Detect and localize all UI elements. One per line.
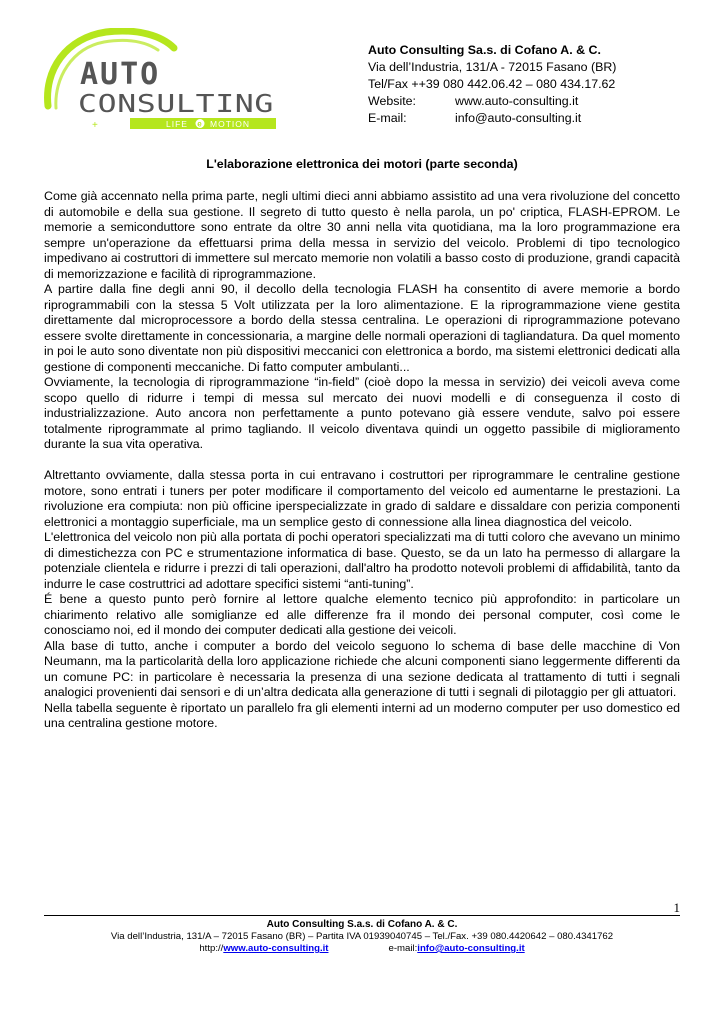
footer-email-prefix: e-mail: — [388, 943, 418, 954]
logo-tagline-right: MOTION — [210, 119, 250, 129]
website-value[interactable]: www.auto-consulting.it — [455, 94, 579, 108]
website-label: Website: — [368, 94, 416, 108]
body-paragraph: É bene a questo punto però fornire al lettore qualche elemento tecnico più approfondito: in particolare un chiarimento relativo alle somiglianze ed alle differenze fra il mondo dei personal computer, così come le conosciamo noi, ed il mondo dei computer dedicati alla gestione dei veicoli. — [44, 592, 680, 637]
company-email-row — [368, 110, 616, 127]
page-number: 1 — [673, 900, 680, 915]
footer-address: Via dell’Industria, 131/A – 72015 Fasano (BR) – Partita IVA 01939040745 – Tel./Fax. +39 080.4420642 – 080.4341762 — [110, 931, 614, 942]
footer-links — [0, 943, 724, 955]
body-paragraph: Nella tabella seguente è riportato un parallelo fra gli elementi interni ad un moderno computer per uso domestico ed una centralina gestione motore. — [44, 700, 680, 730]
body-paragraph: Come già accennato nella prima parte, negli ultimi dieci anni abbiamo assistito ad una vera rivoluzione del concetto di automobile e della sua gestione. Il segreto di tutto questo è nella parola, un po' criptica, FLASH-EPROM. Le memorie a semiconduttore sono entrate da oltre 30 anni nella vita quotidiana, ma la loro programmazione era sempre un'operazione da effettuarsi prima della messa in servizio del veicolo. Problemi di tipo tecnologico impedivano ai costruttori di immettere sul mercato memorie non volatili a basso costo di produzione, grandi capacità di memorizzazione e facilità di riprogrammazione. — [44, 189, 680, 281]
footer-website-link[interactable]: www.auto-consulting.it — [223, 943, 329, 954]
company-name: Auto Consulting Sa.s. di Cofano A. & C. — [368, 43, 601, 57]
footer-company-name: Auto Consulting S.a.s. di Cofano A. & C. — [266, 919, 458, 930]
page-footer — [0, 919, 724, 955]
document-body — [44, 189, 680, 732]
footer-divider — [44, 915, 680, 916]
logo-tagline-left: LIFE — [166, 119, 188, 129]
body-paragraph: Ovviamente, la tecnologia di riprogrammazione “in-field” (cioè dopo la messa in servizio) dei veicoli aveva come scopo quello di ridurre i tempi di messa sul mercato dei nuovi modelli e di conseguenza il costo di industrializzazione. Auto ancora non perfettamente a punto potevano già essere vendute, salvo poi essere totalmente riprogrammate al primo tagliando. Il veicolo diventava quindi un oggetto passibile di miglioramento durante la sua vita operativa. — [44, 375, 680, 451]
body-paragraph: L'elettronica del veicolo non più alla portata di pochi operatori specializzati ma di tutti coloro che avevano un minimo di dimestichezza con PC e strumentazione informatica di base. Questo, se da un lato ha permesso di allargare la potenziale clientela e ridurre i prezzi di tali operazioni, dall'altro ha prodotto notevoli problemi di affidabilità, tanto da indurre le case costruttrici ad adottare specifici sistemi “anti-tuning”. — [44, 530, 680, 591]
company-telfax: Tel/Fax ++39 080 442.06.42 – 080 434.17.62 — [368, 77, 616, 91]
footer-http-prefix: http:// — [199, 943, 224, 954]
body-paragraph: Alla base di tutto, anche i computer a bordo del veicolo seguono lo schema di base delle macchine di Von Neumann, ma la particolarità della loro applicazione richiede che alcuni componenti siano leggermente differenti da un comune PC: in particolare è necessaria la presenza di una sezione dedicata al trattamento di tutti i segnali analogici provenienti dai sensori e di un’altra dedicata alla generazione di tutti i segnali di pilotaggio per gli attuatori. — [44, 638, 680, 699]
email-label: E-mail: — [368, 111, 407, 125]
svg-text:+: + — [92, 120, 98, 131]
company-website-row — [368, 93, 616, 110]
footer-email-link[interactable]: info@auto-consulting.it — [417, 943, 525, 954]
company-address: Via dell’Industria, 131/A - 72015 Fasano (BR) — [368, 60, 617, 74]
body-paragraph: Altrettanto ovviamente, dalla stessa porta in cui entravano i costruttori per riprogrammare le centraline gestione motore, sono entrati i tuners per poter modificare il comportamento del veicolo ed aumentarne le prestazioni. La rivoluzione era compiuta: non più officine iperspecializzate in grado di saldare e dissaldare con perizia componenti elettronici a montaggio superficiale, ma un semplice gesto di connessione alla linea diagnostica del veicolo. — [44, 468, 680, 529]
body-paragraph: A partire dalla fine degli anni 90, il decollo della tecnologia FLASH ha consentito di avere memorie a bordo riprogrammabili con la stessa 5 Volt utilizzata per la loro alimentazione. E la riprogrammazione viene gestita direttamente dal microprocessore a bordo della stessa centralina. Le operazioni di riprogrammazione potevano essere svolte direttamente in concessionaria, a margine delle normali operazioni di tagliandatura. Da quel momento in poi le auto sono diventate non più dispositivi meccanici con elettronica a bordo, ma sistemi elettronici dedicati alla gestione di componenti meccaniche. Di fatto computer ambulanti... — [44, 282, 680, 374]
logo-word-consulting: CONSULTING — [78, 89, 274, 118]
company-header — [368, 42, 616, 127]
logo-tagline-mid: e — [197, 119, 202, 129]
company-logo — [44, 28, 276, 132]
email-value[interactable]: info@auto-consulting.it — [455, 111, 582, 125]
document-title: L'elaborazione elettronica dei motori (parte seconda) — [206, 157, 518, 171]
logo-word-auto: AUTO — [80, 57, 161, 92]
